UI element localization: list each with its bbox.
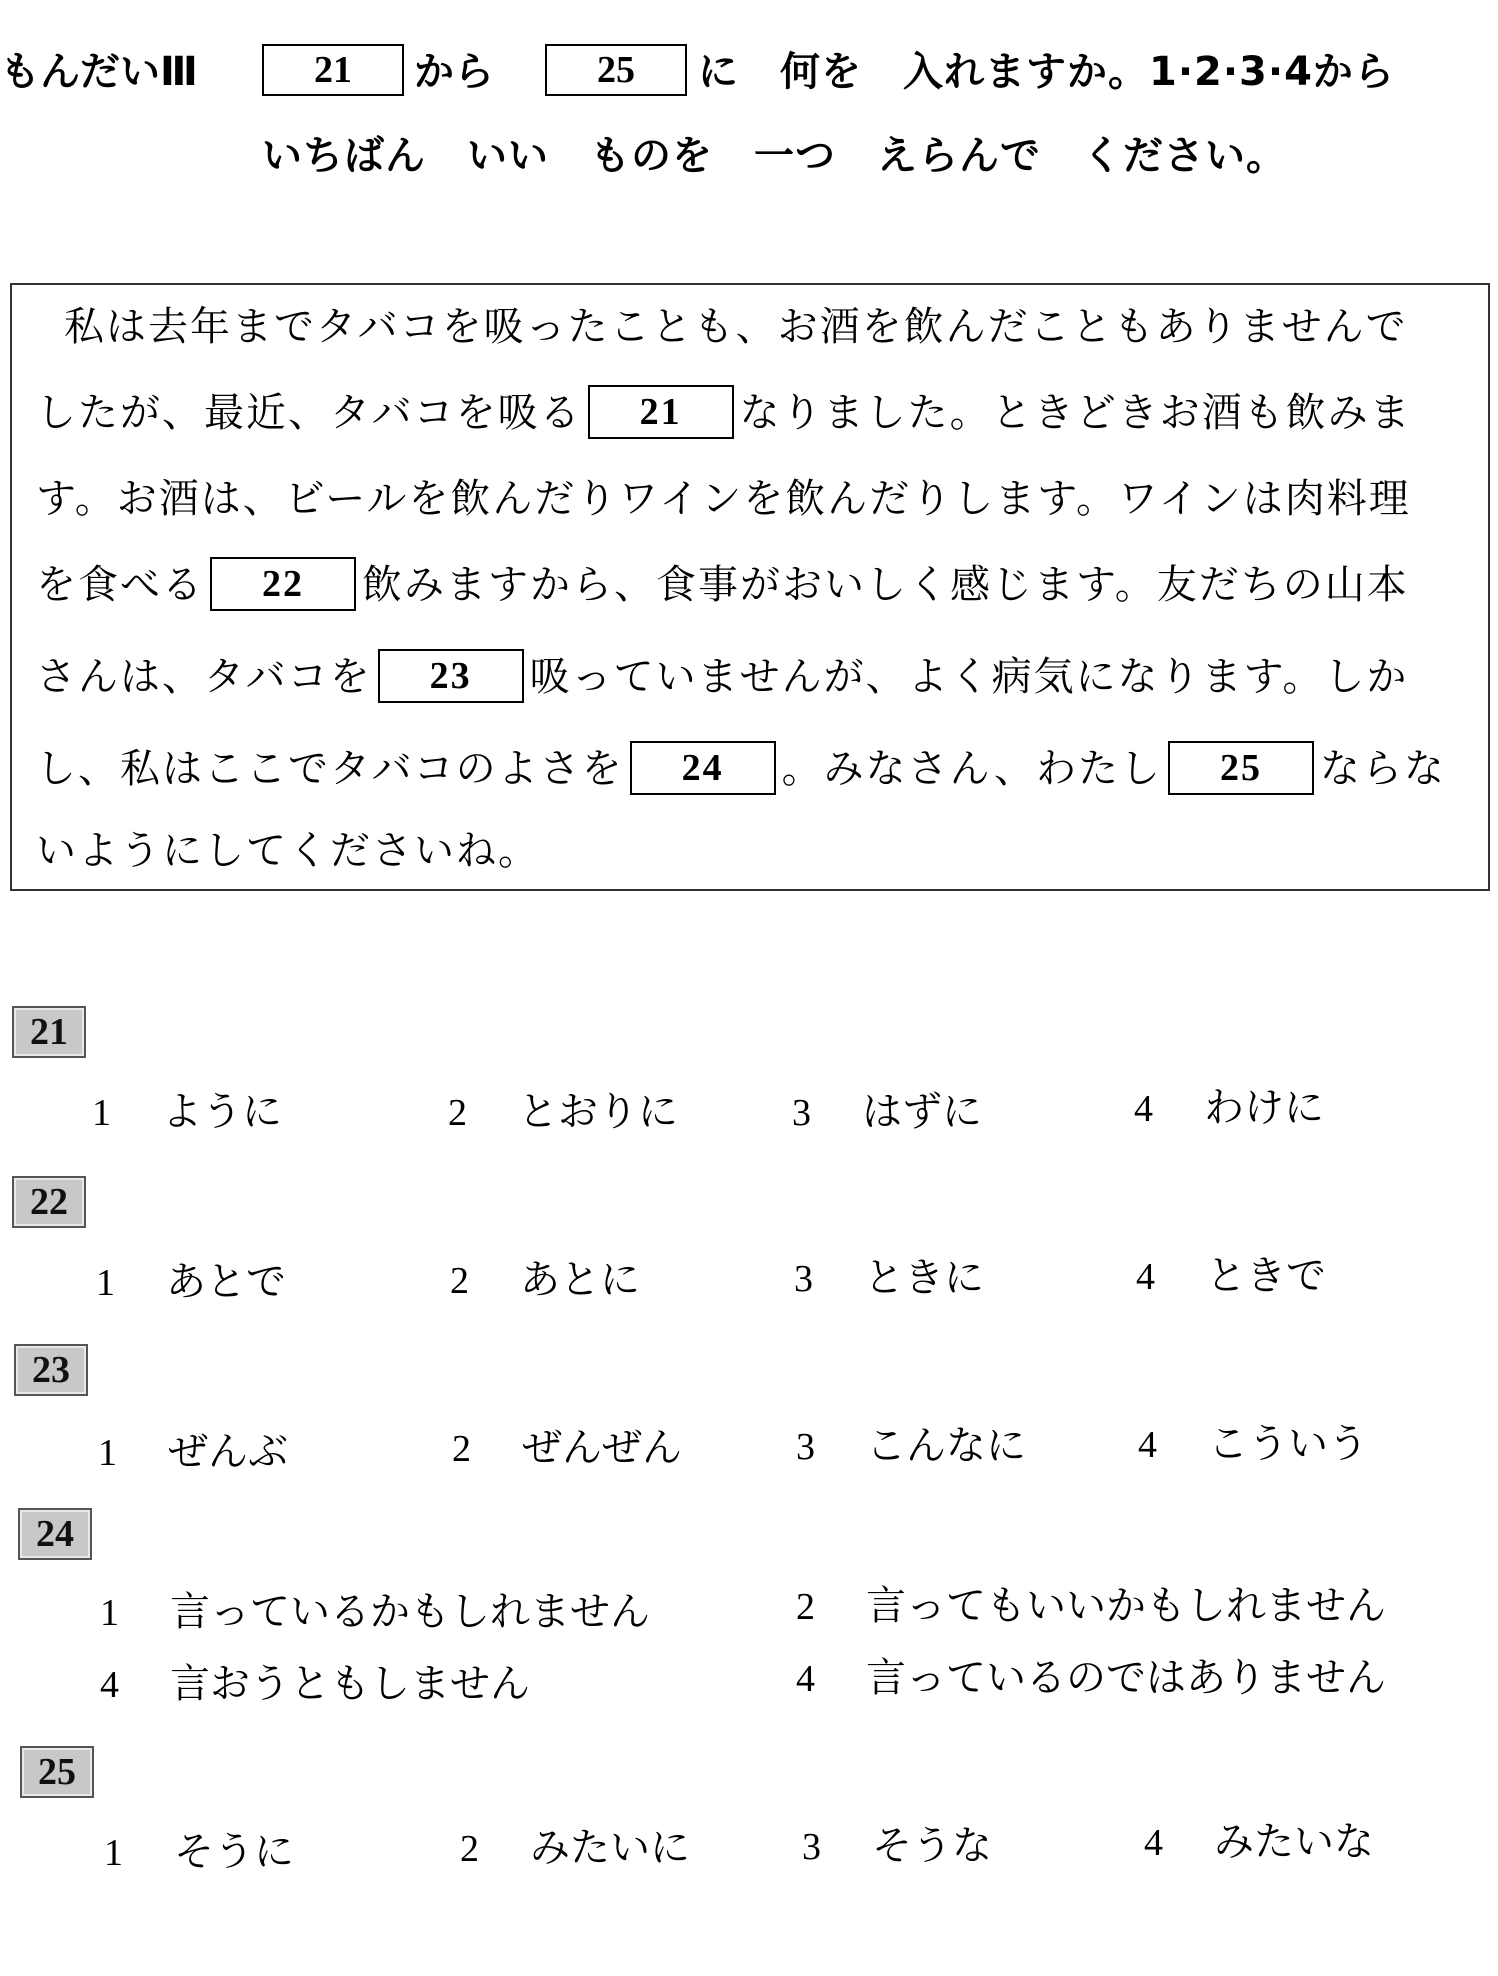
option-text: あとに <box>520 1257 640 1303</box>
passage-line-5-b: 吸っていませんが、よく病気になります。しか <box>529 654 1409 700</box>
option-num: 3 <box>802 1826 821 1868</box>
option-num: 1 <box>92 1092 111 1134</box>
q24-option-1[interactable] <box>100 1584 650 1641</box>
instruction-prefix: もんだいⅢ <box>0 49 198 95</box>
option-text: はずに <box>862 1089 982 1135</box>
option-text: 言ってもいいかもしれません <box>866 1583 1386 1629</box>
q22-option-2[interactable] <box>450 1252 640 1309</box>
option-num: 4 <box>1138 1424 1157 1466</box>
q22-option-3[interactable] <box>794 1250 984 1307</box>
option-text: ように <box>162 1089 282 1135</box>
question-number-21: 21 <box>12 1006 86 1058</box>
question-number-25: 25 <box>20 1746 94 1798</box>
question-number-22: 22 <box>12 1176 86 1228</box>
instruction-line2: いちばん いい ものを 一つ えらんで ください。 <box>262 133 1287 179</box>
question-number-23: 23 <box>14 1344 88 1396</box>
blank-24: 24 <box>630 741 776 795</box>
q25-option-2[interactable] <box>460 1820 690 1877</box>
blank-21: 21 <box>588 385 734 439</box>
option-text: みたいに <box>530 1825 690 1871</box>
option-num: 4 <box>796 1658 815 1700</box>
option-num: 3 <box>794 1258 813 1300</box>
q21-option-3[interactable] <box>792 1084 982 1141</box>
q21-option-1[interactable] <box>92 1084 282 1141</box>
passage-line-2 <box>36 385 1412 442</box>
instruction-line1-rest: に 何を 入れますか。1·2·3·4から <box>698 49 1395 95</box>
instruction-box-end: 25 <box>545 44 687 96</box>
option-num: 2 <box>448 1092 467 1134</box>
option-num: 4 <box>100 1664 119 1706</box>
passage-line-6-a: し、私はここでタバコのよさを <box>36 746 624 792</box>
q23-option-1[interactable] <box>98 1424 288 1481</box>
option-num: 3 <box>796 1426 815 1468</box>
option-num: 2 <box>452 1428 471 1470</box>
instruction-box-start: 21 <box>262 44 404 96</box>
q25-option-4[interactable] <box>1144 1814 1374 1871</box>
q22-option-4[interactable] <box>1136 1248 1326 1305</box>
option-text: みたいな <box>1214 1819 1374 1865</box>
passage-line-5 <box>36 649 1408 706</box>
option-text: 言おうともしません <box>170 1661 530 1707</box>
q23-option-4[interactable] <box>1138 1416 1368 1473</box>
q24-option-3[interactable] <box>100 1656 530 1713</box>
passage-line-5-a: さんは、タバコを <box>36 654 372 700</box>
q25-option-1[interactable] <box>104 1824 294 1881</box>
instruction-kara: から <box>414 49 494 95</box>
passage-line-3: す。お酒は、ビールを飲んだりワインを飲んだりします。ワインは肉料理 <box>36 476 1411 522</box>
passage-line-2-b: なりました。ときどきお酒も飲みま <box>739 390 1412 436</box>
blank-23: 23 <box>378 649 524 703</box>
option-num: 2 <box>460 1828 479 1870</box>
passage-line-4 <box>36 557 1409 614</box>
q21-option-2[interactable] <box>448 1084 678 1141</box>
option-num: 3 <box>792 1092 811 1134</box>
option-text: 言っているかもしれません <box>170 1589 650 1635</box>
passage-line-4-b: 飲みますから、食事がおいしく感じます。友だちの山本 <box>362 562 1409 608</box>
question-number-24: 24 <box>18 1508 92 1560</box>
option-num: 4 <box>1134 1088 1153 1130</box>
option-text: こういう <box>1208 1421 1368 1467</box>
passage-line-2-a: したが、最近、タバコを吸る <box>36 390 582 436</box>
q24-option-4[interactable] <box>796 1650 1386 1707</box>
q23-option-2[interactable] <box>452 1420 682 1477</box>
blank-25: 25 <box>1168 741 1314 795</box>
passage-line-6-b: 。みなさん、わたし <box>781 746 1163 792</box>
passage-line-6 <box>36 741 1446 798</box>
option-num: 1 <box>100 1592 119 1634</box>
option-num: 1 <box>96 1262 115 1304</box>
option-text: こんなに <box>866 1423 1026 1469</box>
passage-line-7: いようにしてくださいね。 <box>36 828 540 874</box>
passage-line-6-c: ならな <box>1320 746 1447 792</box>
option-num: 2 <box>796 1586 815 1628</box>
q22-option-1[interactable] <box>96 1254 286 1311</box>
q25-option-3[interactable] <box>802 1818 992 1875</box>
passage-line-4-a: を食べる <box>36 562 204 608</box>
q24-option-2[interactable] <box>796 1578 1386 1635</box>
q21-option-4[interactable] <box>1134 1080 1324 1137</box>
blank-22: 22 <box>210 557 356 611</box>
option-text: そうに <box>174 1829 294 1875</box>
passage-line-1: 私は去年までタバコを吸ったことも、お酒を飲んだこともありませんで <box>64 304 1408 350</box>
option-num: 2 <box>450 1260 469 1302</box>
passage-box <box>10 283 1490 891</box>
option-num: 1 <box>104 1832 123 1874</box>
option-num: 4 <box>1144 1822 1163 1864</box>
option-num: 1 <box>98 1432 117 1474</box>
option-text: ときで <box>1206 1253 1326 1299</box>
option-text: とおりに <box>518 1089 678 1135</box>
option-text: あとで <box>166 1259 286 1305</box>
option-text: ぜんぜん <box>522 1425 682 1471</box>
option-num: 4 <box>1136 1256 1155 1298</box>
option-text: ときに <box>864 1255 984 1301</box>
option-text: そうな <box>872 1823 992 1869</box>
q23-option-3[interactable] <box>796 1418 1026 1475</box>
option-text: 言っているのではありません <box>866 1655 1386 1701</box>
option-text: ぜんぶ <box>168 1429 288 1475</box>
option-text: わけに <box>1204 1085 1324 1131</box>
